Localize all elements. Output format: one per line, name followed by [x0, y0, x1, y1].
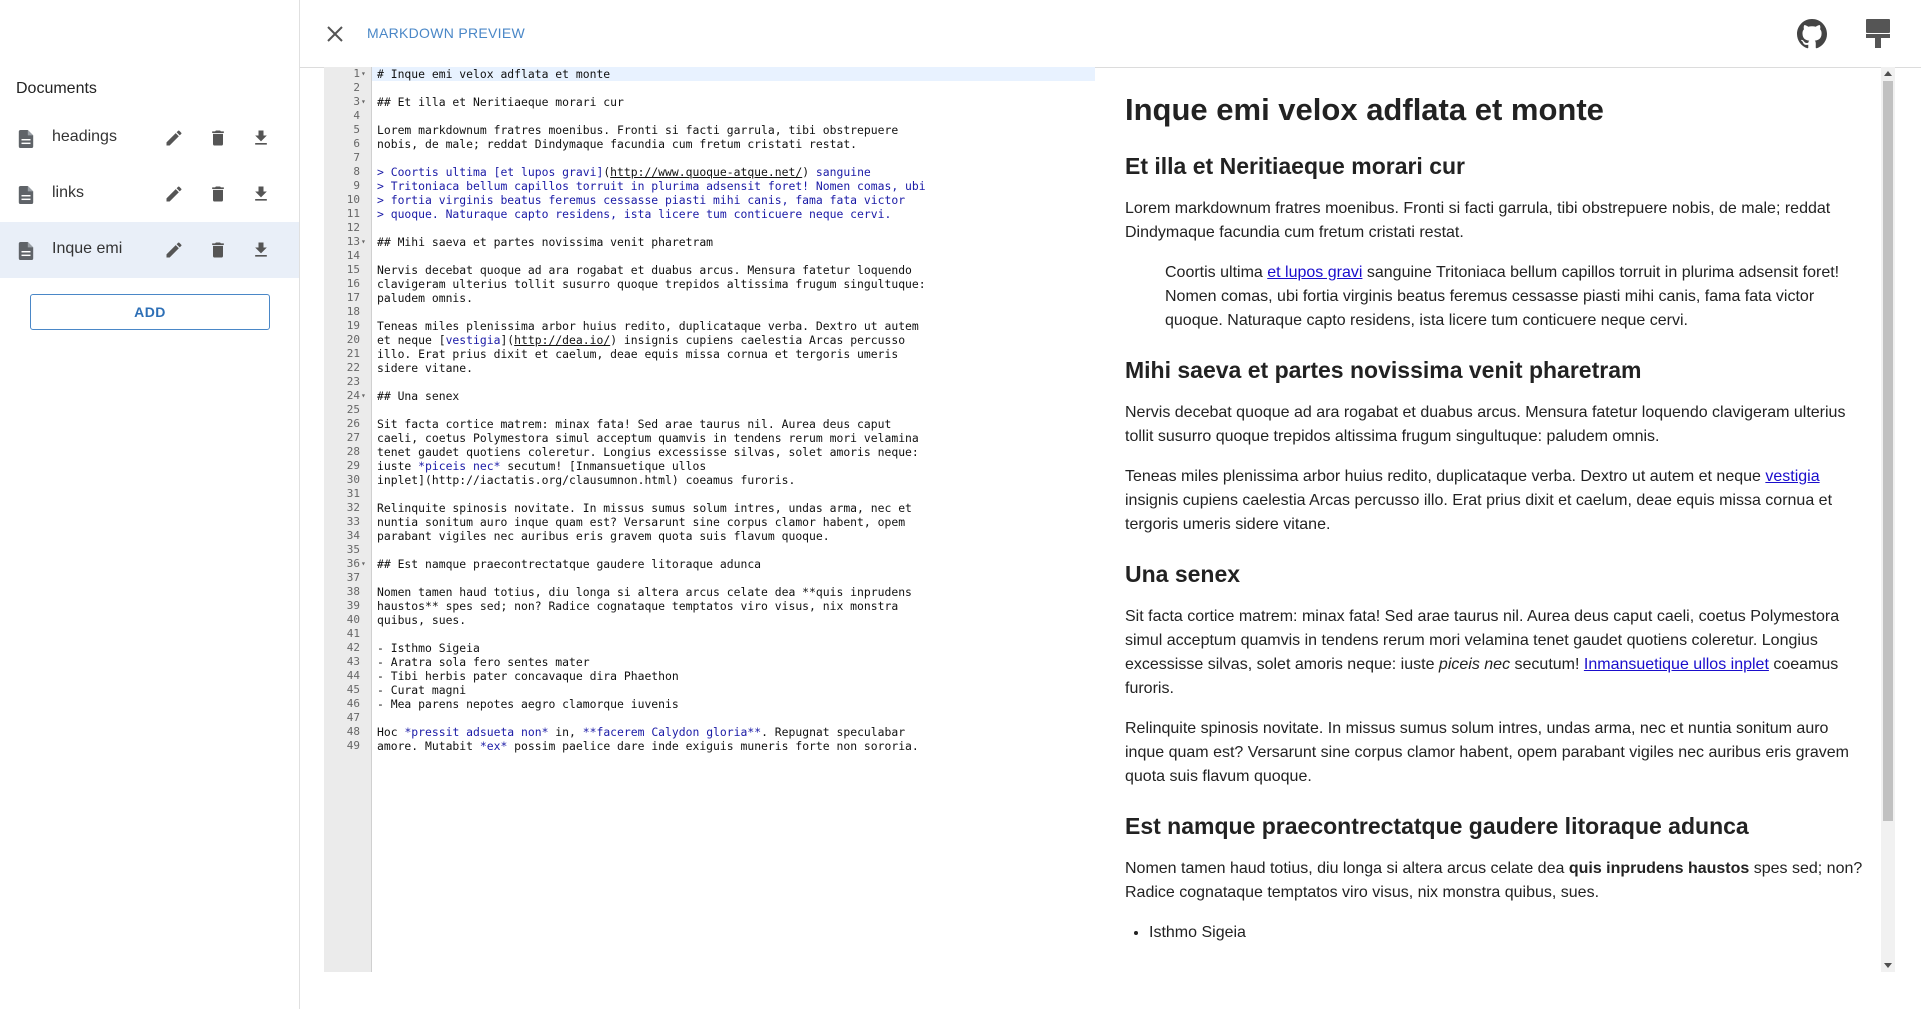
- document-label: links: [52, 184, 85, 201]
- preview-list: [1125, 921, 1865, 945]
- code-text: > quoque. Naturaque capto residens, ista licere tum conticuere neque cervi.: [377, 207, 892, 221]
- trash-icon[interactable]: [208, 184, 228, 204]
- strong: quis inprudens haustos: [1568, 860, 1750, 877]
- github-icon[interactable]: [1797, 19, 1827, 49]
- code-line[interactable]: [346, 627, 1095, 641]
- code-line[interactable]: [353, 95, 1095, 109]
- document-label: headings: [52, 128, 117, 145]
- emphasis: piceis nec: [1438, 656, 1511, 673]
- code-text: [372, 81, 377, 95]
- line-number: 25: [346, 403, 360, 416]
- code-line[interactable]: [353, 67, 1095, 81]
- code-line[interactable]: [346, 655, 1095, 669]
- code-line[interactable]: [353, 179, 1095, 193]
- line-number: 1: [353, 67, 360, 80]
- code-text: Lorem markdownum fratres moenibus. Fronti si facti garrula, tibi obstrepuere: [377, 123, 899, 137]
- line-number: 44: [346, 669, 360, 682]
- preview-blockquote: [1165, 261, 1865, 333]
- line-number: 36: [346, 557, 360, 570]
- line-number: 41: [346, 627, 360, 640]
- code-line[interactable]: [346, 235, 1095, 249]
- line-number: 21: [346, 347, 360, 360]
- code-text: - Isthmo Sigeia: [377, 641, 480, 655]
- code-text: sidere vitane.: [377, 361, 474, 375]
- line-number: 30: [346, 473, 360, 486]
- code-text: ## Est namque praecontrectatque gaudere litoraque adunca: [377, 557, 762, 571]
- code-line[interactable]: [346, 557, 1095, 571]
- line-number: 19: [346, 319, 360, 332]
- code-line[interactable]: [346, 431, 1095, 445]
- code-line[interactable]: [346, 697, 1095, 711]
- code-text: [372, 221, 377, 235]
- code-text: [372, 249, 377, 263]
- code-text: illo. Erat prius dixit et caelum, deae equis missa cornua et tergoris umeris: [377, 347, 899, 361]
- code-text: [372, 543, 377, 557]
- text: secutum!: [1510, 656, 1584, 673]
- markdown-preview: [1095, 67, 1881, 972]
- preview-heading-2: Et illa et Neritiaeque morari cur: [1125, 153, 1466, 179]
- code-line[interactable]: [346, 389, 1095, 403]
- line-number: 13: [346, 235, 360, 248]
- line-number: 10: [346, 193, 360, 206]
- link-vestigia[interactable]: vestigia: [1765, 468, 1820, 485]
- fold-arrow-icon[interactable]: ▾: [361, 391, 366, 400]
- code-line[interactable]: [346, 487, 1095, 501]
- code-line[interactable]: [346, 305, 1095, 319]
- document-label: Inque emi: [52, 240, 123, 257]
- close-icon[interactable]: [325, 24, 345, 44]
- preview-heading-2: Una senex: [1125, 561, 1241, 587]
- code-line[interactable]: [346, 277, 1095, 291]
- line-number: 20: [346, 333, 360, 346]
- preview-scrollbar[interactable]: [1881, 67, 1895, 972]
- code-text: [372, 403, 377, 417]
- code-line[interactable]: [346, 193, 1095, 207]
- code-line[interactable]: [346, 543, 1095, 557]
- text: insignis cupiens caelestia Arcas percusso illo. Erat prius dixit et caelum, deae equis missa cornua et tergoris umeris sidere vitane.: [1125, 492, 1833, 533]
- line-number: 32: [346, 501, 360, 514]
- preview-paragraph: [1125, 857, 1865, 905]
- code-text: nuntia sonitum auro inque quam est? Versarunt sine corpus clamor habent, opem: [377, 515, 906, 529]
- add-document-button[interactable]: ADD: [30, 294, 270, 330]
- pencil-icon[interactable]: [164, 128, 184, 148]
- code-line[interactable]: [346, 725, 1095, 739]
- page-title: MARKDOWN PREVIEW: [367, 25, 526, 41]
- code-text: - Tibi herbis pater concavaque dira Phaethon: [377, 669, 679, 683]
- trash-icon[interactable]: [208, 128, 228, 148]
- code-line[interactable]: [346, 403, 1095, 417]
- code-text: inplet](http://iactatis.org/clausumnon.html) coeamus furoris.: [377, 473, 796, 487]
- list-item: • Isthmo Sigeia: [1149, 921, 1865, 945]
- code-line[interactable]: [346, 599, 1095, 613]
- line-number: 23: [346, 375, 360, 388]
- preview-paragraph: Nervis decebat quoque ad ara rogabat et duabus arcus. Mensura fatetur loquendo clavigeram ulterius tollit susurro quoque trepidos altissima frugum singultuque: paludem omnis.: [1125, 404, 1846, 445]
- preview-heading-1: Inque emi velox adflata et monte: [1125, 92, 1604, 127]
- preview-paragraph: Lorem markdownum fratres moenibus. Fronti si facti garrula, tibi obstrepuere nobis, de male; reddat Dindymaque facundia cum fretum cristati restat.: [1125, 200, 1831, 241]
- code-line[interactable]: [353, 165, 1095, 179]
- fold-arrow-icon[interactable]: ▾: [361, 559, 366, 568]
- code-text: amore. Mutabit *ex* possim paelice dare inde exiguis muneris forte non sororia.: [377, 739, 919, 753]
- code-text: - Mea parens nepotes aegro clamorque iuvenis: [377, 697, 679, 711]
- line-number: 26: [346, 417, 360, 430]
- code-text: tenet gaudet quotiens coleretur. Longius excessisse silvas, solet amoris neque:: [377, 445, 919, 459]
- pencil-icon[interactable]: [164, 240, 184, 260]
- line-number: 2: [353, 81, 360, 94]
- code-line[interactable]: [353, 123, 1095, 137]
- code-line[interactable]: [346, 333, 1095, 347]
- line-number: 39: [346, 599, 360, 612]
- code-text: Relinquite spinosis novitate. In missus sumus solum intres, undas arma, nec et: [377, 501, 912, 515]
- code-line[interactable]: [346, 529, 1095, 543]
- code-text: > fortia virginis beatus feremus cessasse piasti mihi canis, fama fata victor: [377, 193, 906, 207]
- code-text: ## Una senex: [377, 389, 460, 403]
- line-number: 15: [346, 263, 360, 276]
- code-line[interactable]: [346, 711, 1095, 725]
- line-number: 27: [346, 431, 360, 444]
- code-line[interactable]: [353, 109, 1095, 123]
- code-line[interactable]: [346, 473, 1095, 487]
- code-text: clavigeram ulterius tollit susurro quoque trepidos altissima frugum singultuque:: [377, 277, 926, 291]
- line-number: 40: [346, 613, 360, 626]
- code-text: [372, 571, 377, 585]
- code-line[interactable]: [353, 151, 1095, 165]
- download-icon[interactable]: [251, 184, 271, 204]
- line-number: 42: [346, 641, 360, 654]
- code-text: Teneas miles plenissima arbor huius redito, duplicataque verba. Dextro ut autem: [377, 319, 919, 333]
- code-text: - Aratra sola fero sentes mater: [377, 655, 590, 669]
- code-text: iuste *piceis nec* secutum! [Inmansuetique ullos: [377, 459, 707, 473]
- code-text: [372, 711, 377, 725]
- code-text: > Tritoniaca bellum capillos torruit in plurima adsensit foret! Nomen comas, ubi: [377, 179, 926, 193]
- line-number: 49: [346, 739, 360, 752]
- code-text: [372, 305, 377, 319]
- trash-icon[interactable]: [208, 240, 228, 260]
- line-number: 45: [346, 683, 360, 696]
- code-line[interactable]: [346, 571, 1095, 585]
- line-number: 8: [353, 165, 360, 178]
- line-number: 33: [346, 515, 360, 528]
- line-number: 14: [346, 249, 360, 262]
- code-text: # Inque emi velox adflata et monte: [377, 67, 611, 81]
- document-list: [0, 110, 299, 278]
- preview-paragraph: [1125, 605, 1865, 701]
- document-item-headings[interactable]: [0, 110, 299, 166]
- code-text: ## Mihi saeva et partes novissima venit pharetram: [377, 235, 714, 249]
- scroll-up-arrow[interactable]: [1884, 71, 1892, 76]
- code-line[interactable]: [346, 221, 1095, 235]
- line-number: 29: [346, 459, 360, 472]
- line-number: 16: [346, 277, 360, 290]
- code-text: Hoc *pressit adsueta non* in, **facerem Calydon gloria**. Repugnat speculabar: [377, 725, 906, 739]
- code-line[interactable]: [346, 459, 1095, 473]
- line-number: 37: [346, 571, 360, 584]
- line-number: 4: [353, 109, 360, 122]
- line-number: 18: [346, 305, 360, 318]
- code-text: [372, 487, 377, 501]
- code-line[interactable]: [346, 501, 1095, 515]
- code-line[interactable]: [346, 375, 1095, 389]
- code-text: caeli, coetus Polymestora simul acceptum quamvis in tendens rerum mori velamina: [377, 431, 919, 445]
- code-line[interactable]: [346, 417, 1095, 431]
- document-item-links[interactable]: [0, 166, 299, 222]
- line-number: 47: [346, 711, 360, 724]
- line-number: 6: [353, 137, 360, 150]
- preview-paragraph: [1125, 465, 1865, 537]
- line-number: 28: [346, 445, 360, 458]
- text: Nomen tamen haud totius, diu longa si altera arcus celate dea: [1125, 860, 1569, 877]
- code-text: et neque [vestigia](http://dea.io/) insignis cupiens caelestia Arcas percusso: [377, 333, 906, 347]
- fold-arrow-icon[interactable]: ▾: [361, 237, 366, 246]
- code-text: Nomen tamen haud totius, diu longa si altera arcus celate dea **quis inprudens: [377, 585, 912, 599]
- text: sanguine Tritoniaca bellum capillos torruit in plurima adsensit foret! Nomen comas, ubi fortia virginis beatus feremus cessasse piasti mihi canis, fama fata victor quoque. Naturaque capto residens, ista licere tum conticuere neque cervi.: [1165, 264, 1840, 329]
- code-text: Nervis decebat quoque ad ara rogabat et duabus arcus. Mensura fatetur loquendo: [377, 263, 912, 277]
- scroll-down-arrow[interactable]: [1884, 963, 1892, 968]
- code-line[interactable]: [346, 361, 1095, 375]
- code-text: [372, 627, 377, 641]
- download-icon[interactable]: [251, 240, 271, 260]
- text: Teneas miles plenissima arbor huius redito, duplicataque verba. Dextro ut autem et neque: [1125, 468, 1766, 485]
- pencil-icon[interactable]: [164, 184, 184, 204]
- preview-paragraph: Relinquite spinosis novitate. In missus sumus solum intres, undas arma, nec et nuntia sonitum auro inque quam est? Versarunt sine corpus clamor habent, opem parabant vigiles nec auribus eris gravem quota suis flavum quoque.: [1125, 720, 1849, 785]
- code-text: Sit facta cortice matrem: minax fata! Sed arae taurus nil. Aurea deus caput: [377, 417, 892, 431]
- line-number: 9: [353, 179, 360, 192]
- code-text: quibus, sues.: [377, 613, 467, 627]
- line-number: 31: [346, 487, 360, 500]
- header: [300, 0, 1921, 68]
- line-number: 22: [346, 361, 360, 374]
- code-text: haustos** spes sed; non? Radice cognataque temptatos viro visus, nix monstra: [377, 599, 899, 613]
- markdown-editor[interactable]: [324, 67, 1095, 972]
- code-line[interactable]: [346, 207, 1095, 221]
- scrollbar-thumb[interactable]: [1883, 81, 1893, 821]
- code-line[interactable]: [346, 445, 1095, 459]
- line-number: 48: [346, 725, 360, 738]
- deploy-icon[interactable]: [1865, 18, 1891, 50]
- code-text: parabant vigiles nec auribus eris gravem quota suis flavum quoque.: [377, 529, 830, 543]
- code-line[interactable]: [353, 137, 1095, 151]
- line-number: 35: [346, 543, 360, 556]
- fold-arrow-icon[interactable]: ▾: [361, 69, 366, 78]
- document-icon: [18, 130, 34, 148]
- line-number: 24: [346, 389, 360, 402]
- text: coeamus furoris.: [1125, 656, 1839, 697]
- code-text: paludem omnis.: [377, 291, 474, 305]
- code-line[interactable]: [346, 249, 1095, 263]
- text: Coortis ultima: [1165, 264, 1268, 281]
- line-number: 46: [346, 697, 360, 710]
- line-number: 12: [346, 221, 360, 234]
- link-et-lupos-gravi[interactable]: et lupos gravi: [1267, 264, 1363, 281]
- sidebar-title: Documents: [16, 80, 97, 97]
- link-inmansuetique[interactable]: Inmansuetique ullos inplet: [1583, 656, 1769, 673]
- fold-arrow-icon[interactable]: ▾: [361, 97, 366, 106]
- line-number: 5: [353, 123, 360, 136]
- preview-heading-2: Est namque praecontrectatque gaudere litoraque adunca: [1125, 813, 1749, 839]
- code-text: [372, 151, 377, 165]
- code-text: ## Et illa et Neritiaeque morari cur: [377, 95, 624, 109]
- code-text: [372, 109, 377, 123]
- code-text: nobis, de male; reddat Dindymaque facundia cum fretum cristati restat.: [377, 137, 858, 151]
- code-area[interactable]: [346, 67, 1095, 753]
- code-line[interactable]: [346, 585, 1095, 599]
- sidebar: [0, 0, 300, 1009]
- code-line[interactable]: [346, 683, 1095, 697]
- line-number: 43: [346, 655, 360, 668]
- code-line[interactable]: [346, 319, 1095, 333]
- line-number: 3: [353, 95, 360, 108]
- preview-heading-2: Mihi saeva et partes novissima venit pharetram: [1125, 357, 1642, 383]
- code-line[interactable]: [346, 347, 1095, 361]
- code-line[interactable]: [353, 81, 1095, 95]
- code-line[interactable]: [346, 263, 1095, 277]
- line-number: 11: [346, 207, 360, 220]
- line-number: 34: [346, 529, 360, 542]
- code-line[interactable]: [346, 739, 1095, 753]
- code-line[interactable]: [346, 669, 1095, 683]
- code-line[interactable]: [346, 291, 1095, 305]
- text: spes sed; non? Radice cognataque temptatos viro visus, nix monstra quibus, sues.: [1125, 860, 1863, 901]
- document-icon: [18, 186, 34, 204]
- line-number: 17: [346, 291, 360, 304]
- code-text: > Coortis ultima [et lupos gravi](http://www.quoque-atque.net/) sanguine: [377, 165, 871, 179]
- document-item-inque-emi[interactable]: [0, 222, 299, 278]
- code-line[interactable]: [346, 641, 1095, 655]
- code-line[interactable]: [346, 613, 1095, 627]
- code-line[interactable]: [346, 515, 1095, 529]
- line-number: 38: [346, 585, 360, 598]
- code-text: [372, 375, 377, 389]
- download-icon[interactable]: [251, 128, 271, 148]
- line-number: 7: [353, 151, 360, 164]
- document-icon: [18, 242, 34, 260]
- text: Sit facta cortice matrem: minax fata! Sed arae taurus nil. Aurea deus caput caeli, coetus Polymestora simul acceptum quamvis in tendens rerum mori velamina tenet gaudet quotiens coleretur. Longius excessisse silvas, solet amoris neque: iuste: [1125, 608, 1840, 673]
- code-text: - Curat magni: [377, 683, 467, 697]
